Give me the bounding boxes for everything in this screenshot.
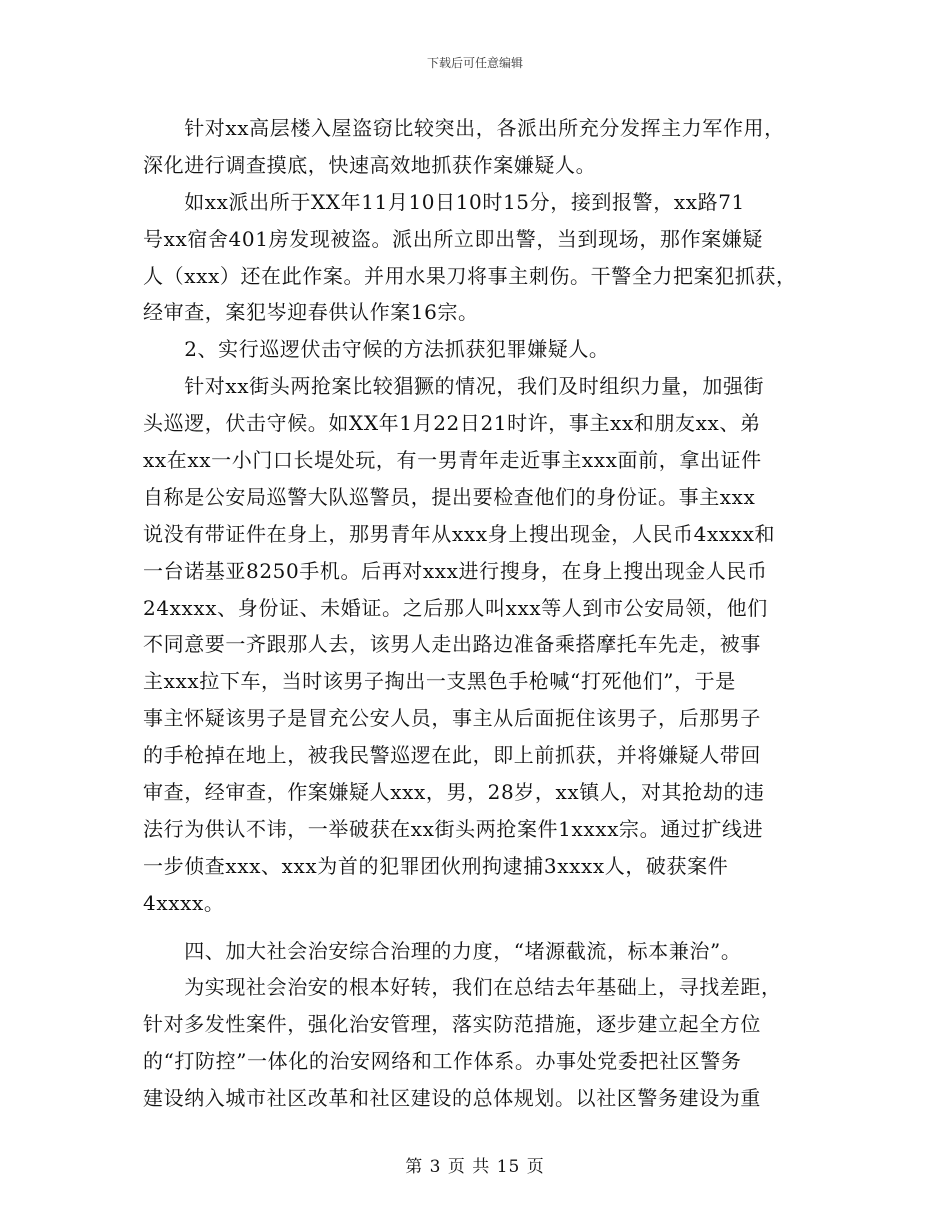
text-line: 法行为供认不讳，一举破获在xx街头两抢案件1xxxx宗。通过扩线进 [143,816,764,841]
text-line: 建设纳入城市社区改革和社区建设的总体规划。以社区警务建设为重 [143,1086,761,1111]
page-number-footer: 第 3 页 共 15 页 [405,1157,545,1177]
text-line: 针对多发性案件，强化治安管理，落实防范措施，逐步建立起全方位 [143,1012,761,1037]
text-line: 深化进行调查摸底，快速高效地抓获作案嫌疑人。 [143,152,597,177]
text-line: 的“打防控”一体化的治安网络和工作体系。办事处党委把社区警务 [143,1049,742,1074]
text-line: 号xx宿舍401房发现被盗。派出所立即出警，当到现场，那作案嫌疑 [143,226,763,251]
text-line: 人（xxx）还在此作案。并用水果刀将事主刺伤。干警全力把案犯抓获， [143,263,797,288]
text-line: 说没有带证件在身上，那男青年从xxx身上搜出现金，人民币4xxxx和 [143,521,776,546]
text-line: 头巡逻，伏击守候。如XX年1月22日21时许，事主xx和朋友xx、弟 [143,411,761,436]
text-line: 4xxxx。 [143,890,225,915]
text-line: 审查，经审查，作案嫌疑人xxx，男，28岁，xx镇人，对其抢劫的违 [143,780,765,805]
text-line: 24xxxx、身份证、未婚证。之后那人叫xxx等人到市公安局领，他们 [143,595,768,620]
paragraph-gap [143,922,823,933]
text-line: 针对xx高层楼入屋盗窃比较突出，各派出所充分发挥主力军作用， [143,116,785,140]
text-line: 主xxx拉下车，当时该男子掏出一支黑色手枪喊“打死他们”，于是 [143,669,736,694]
document-body [143,110,823,1117]
text-line: 不同意要一齐跟那人去，该男人走出路边准备乘搭摩托车先走，被事 [143,632,761,657]
text-line: 经审查，案犯岑迎春供认作案16宗。 [143,300,479,325]
text-line: xx在xx一小门口长堤处玩，有一男青年走近事主xxx面前，拿出证件 [143,448,762,473]
text-line: 事主怀疑该男子是冒充公安人员，事主从后面扼住该男子，后那男子 [143,706,761,731]
text-line: 为实现社会治安的根本好转，我们在总结去年基础上，寻找差距， [143,975,782,1000]
text-line: 针对xx街头两抢案比较猖獗的情况，我们及时组织力量，加强街 [143,374,765,399]
text-line: 一步侦查xxx、xxx为首的犯罪团伙刑拘逮捕3xxxx人，破获案件 [143,853,729,878]
text-line: 如xx派出所于XX年11月10日10时15分，接到报警，xx路71 [143,189,745,214]
text-line: 自称是公安局巡警大队巡警员，提出要检查他们的身份证。事主xxx [143,484,756,509]
text-line: 的手枪掉在地上，被我民警巡逻在此，即上前抓获，并将嫌疑人带回 [143,743,761,768]
text-line: 一台诺基亚8250手机。后再对xxx进行搜身，在身上搜出现金人民币 [143,558,768,583]
section-heading: 四、加大社会治安综合治理的力度，“堵源截流，标本兼治”。 [143,938,742,963]
header-note: 下载后可任意编辑 [426,56,523,70]
text-line: 2、实行巡逻伏击守候的方法抓获犯罪嫌疑人。 [143,337,610,362]
